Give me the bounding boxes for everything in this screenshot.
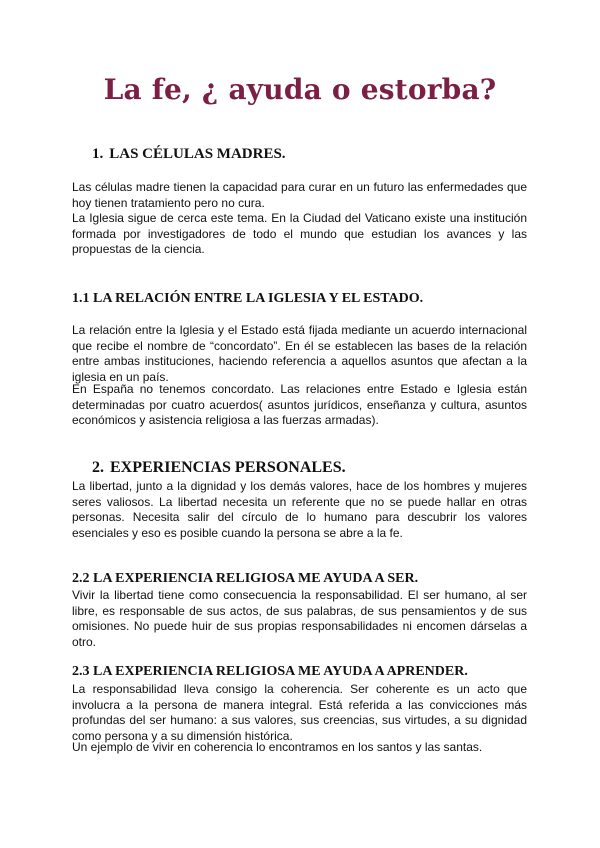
section-2-3-paragraph-1: La responsabilidad lleva consigo la coherencia. Ser coherente es un acto que involucra a la persona de manera integral. Está referida a las convicciones más profundas del ser humano: a sus valores, sus creencias, sus virtudes, a su dignidad como persona y a su dimensión histórica.	[72, 682, 527, 743]
section-2-2-heading: 2.2 LA EXPERIENCIA RELIGIOSA ME AYUDA A SER.	[72, 571, 419, 586]
section-2-heading	[92, 459, 346, 477]
section-2-3-paragraph-2: Un ejemplo de vivir en coherencia lo encontramos en los santos y las santas.	[72, 740, 483, 754]
document-title: La fe, ¿ ayuda o estorba?	[103, 73, 497, 106]
section-2-3-heading: 2.3 LA EXPERIENCIA RELIGIOSA ME AYUDA A APRENDER.	[72, 664, 468, 679]
section-2-paragraph-1: La libertad, junto a la dignidad y los demás valores, hace de los hombres y mujeres seres valiosos. La libertad necesita un referente que no se puede hallar en otras personas. Necesita salir del círculo de lo humano para descubrir los valores esenciales y eso es posible cuando la persona se abre a la fe.	[72, 479, 527, 540]
section-1-heading	[92, 146, 286, 163]
section-1-1-heading: 1.1 LA RELACIÓN ENTRE LA IGLESIA Y EL ESTADO.	[72, 291, 424, 306]
section-2-number: 2.	[92, 459, 104, 476]
section-1-number: 1.	[92, 146, 104, 162]
section-1-paragraph-1: Las células madre tienen la capacidad para curar en un futuro las enfermedades que hoy tienen tratamiento pero no cura.	[72, 180, 527, 210]
section-1-title: LAS CÉLULAS MADRES.	[109, 146, 286, 162]
section-1-paragraph-2: La Iglesia sigue de cerca este tema. En la Ciudad del Vaticano existe una institución formada por investigadores de todo el mundo que estudian los avances y las propuestas de la ciencia.	[72, 211, 527, 257]
section-1-1-paragraph-2: En España no tenemos concordato. Las relaciones entre Estado e Iglesia están determinadas por cuatro acuerdos( asuntos jurídicos, enseñanza y cultura, asuntos económicos y asistencia religiosa a las fuerzas armadas).	[72, 382, 527, 428]
section-1-1-paragraph-1: La relación entre la Iglesia y el Estado está fijada mediante un acuerdo internacional que recibe el nombre de “concordato”. En él se establecen las bases de la relación entre ambas instituciones, haciendo referencia a aquellos asuntos que afectan a la iglesia en un país.	[72, 323, 527, 384]
section-2-2-paragraph-1: Vivir la libertad tiene como consecuencia la responsabilidad. El ser humano, al ser libre, es responsable de sus actos, de sus palabras, de sus pensamientos y de sus omisiones. No puede huir de sus propias responsabilidades ni encomen dárselas a otro.	[72, 588, 527, 649]
section-2-title: EXPERIENCIAS PERSONALES.	[110, 459, 346, 476]
